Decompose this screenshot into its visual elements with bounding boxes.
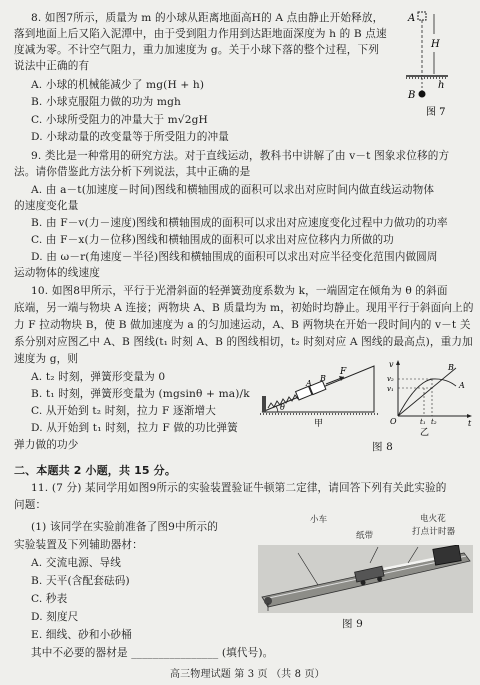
q8-stem-line-3: 度减为零。不计空气阻力，重力加速度为 g。关于小球下落的整个过程，下列 [14, 44, 379, 56]
q10-stem-line-4: 系分别对应图乙中 A、B 图线(t₁ 时刻 A、B 的图线相切，t₂ 时刻对应 A 图线的最高点)，重力加 [14, 336, 473, 348]
label-v1: v₁ [387, 385, 394, 393]
curve-a [398, 379, 456, 416]
q9-option-d-line-2: 运动物体的线速度 [14, 267, 100, 279]
q11-option-d: D. 刻度尺 [31, 611, 79, 623]
incline-wall [262, 396, 266, 412]
figure-8-caption: 图 8 [372, 441, 393, 453]
figure-7 [400, 8, 475, 120]
label-v: v [389, 360, 394, 369]
fig7-label-h-small: h [438, 80, 445, 91]
theta-arc [276, 406, 278, 412]
q9-stem-line-2: 法。请你借鉴此方法分析下列说法，其中正确的是 [14, 166, 251, 178]
label-t2: t₂ [431, 418, 437, 426]
label-t1: t₁ [420, 418, 426, 426]
q10-option-a: A. t₂ 时刻，弹簧形变量为 0 [31, 371, 166, 383]
q8-option-a: A. 小球的机械能减少了 mg(H + h) [31, 79, 205, 91]
q11-option-e: E. 细线、砂和小砂桶 [31, 629, 132, 641]
figure-9-photo [258, 545, 473, 613]
q11-option-b: B. 天平(含配套砝码) [31, 575, 130, 587]
label-t: t [468, 419, 472, 428]
q9-option-b: B. 由 F－v(力－速度)图线和横轴围成的面积可以求出对应速度变化过程中力做功的功率 [31, 217, 448, 229]
q8-option-d: D. 小球动量的改变量等于所受阻力的冲量 [31, 131, 229, 143]
q11-stem-line-2: 问题： [14, 499, 47, 511]
q11-fill-blank: 其中不必要的器材是 ________________ (填代号)。 [31, 647, 274, 659]
fig7-label-h-big: H [431, 39, 440, 50]
fig7-caption: 图 7 [426, 107, 446, 118]
fig9-label-timer-2: 打点计时器 [412, 527, 456, 537]
block-a [296, 386, 312, 400]
q11-sub1-line-1: (1) 该同学在实验前准备了图9中所示的 [31, 521, 219, 533]
q8-stem-line-4: 说法中正确的有 [14, 60, 90, 72]
figure-8-vt-graph [386, 358, 476, 438]
fig9-label-cart: 小车 [310, 515, 328, 525]
q9-option-d-line-1: D. 由 ω－r(角速度－半径)图线和横轴围成的面积可以求出对应半径变化范围内做圆周 [31, 251, 438, 263]
label-b-graph: B [448, 363, 454, 372]
line-b [398, 368, 456, 416]
fig9-label-tape: 纸带 [356, 531, 374, 541]
q10-option-b: B. t₁ 时刻，弹簧形变量为 (mgsinθ + ma)/k [31, 388, 250, 400]
q8-option-c: C. 小球所受阻力的冲量大于 m√2gH [31, 114, 208, 126]
q9-option-a-line-1: A. 由 a－t(加速度－时间)图线和横轴围成的面积可以求出对应时间内做直线运动物体 [31, 184, 435, 196]
q9-option-a-line-2: 的速度变化量 [14, 200, 79, 212]
fig7-label-a: A [408, 13, 416, 24]
q10-stem-line-2: 底端，另一端与物块 A 连接；两物块 A、B 质量均为 m，初始时均静止。现用平行于斜面向上的 [14, 302, 474, 314]
label-o: O [390, 417, 397, 426]
section-2-heading: 二、本题共 2 小题，共 15 分。 [14, 464, 176, 477]
q11-option-a: A. 交流电源、导线 [31, 557, 122, 569]
label-b-incline: B [320, 374, 326, 383]
label-a-incline: A [306, 379, 312, 388]
q8-stem-line-2: 落到地面上后又陷入泥潭中，由于受到阻力作用到达距地面深度为 h 的 B 点速 [14, 28, 387, 40]
q9-stem-line-1: 9. 类比是一种常用的研究方法。对于直线运动，教科书中讲解了由 v－t 图象求位移的方 [31, 150, 450, 162]
q9-option-c: C. 由 F－x(力－位移)图线和横轴围成的面积可以求出对应位移内力所做的功 [31, 234, 394, 246]
q11-option-c: C. 秒表 [31, 593, 68, 605]
q10-stem-line-3: 力 F 拉动物块 B，使 B 做加速度为 a 的匀加速运动，A、B 两物块在开始一段时间内的 v－t 关 [14, 319, 471, 331]
fig9-label-timer-1: 电火花 [420, 514, 446, 524]
q10-option-d-line-2: 弹力做的功少 [14, 439, 79, 451]
label-a-graph: A [459, 381, 465, 390]
q10-stem-line-1: 10. 如图8甲所示，平行于光滑斜面的轻弹簧劲度系数为 k，一端固定在倾角为 θ 的斜面 [31, 285, 448, 297]
q11-stem-line-1: 11. (7 分) 某同学用如图9所示的实验装置验证牛顿第二定律，请回答下列有关此实验的 [31, 482, 447, 494]
ball-a [418, 12, 426, 20]
axis-v-arrow [396, 360, 400, 365]
q8-option-b: B. 小球克服阻力做的功为 mgh [31, 96, 182, 108]
fig7-label-b: B [408, 90, 416, 101]
axis-t-arrow [467, 414, 472, 418]
ball-b [419, 91, 426, 98]
q10-option-c: C. 从开始到 t₂ 时刻，拉力 F 逐渐增大 [31, 405, 216, 417]
q8-stem-line-1: 8. 如图7所示，质量为 m 的小球从距离地面高H的 A 点由静止开始释放， [31, 12, 384, 24]
page-footer: 高三物理试题 第 3 页 （共 8 页） [170, 669, 325, 680]
figure-9-caption: 图 9 [342, 618, 363, 630]
label-f: F [340, 367, 347, 377]
q11-sub1-line-2: 实验装置及下列辅助器材： [14, 539, 143, 551]
q10-option-d-line-1: D. 从开始到 t₁ 时刻，拉力 F 做的功比弹簧 [31, 422, 238, 434]
q10-stem-line-5: 速度为 g，则 [14, 353, 79, 365]
label-theta: θ [280, 403, 285, 412]
label-v2: v₂ [387, 375, 394, 383]
label-yi: 乙 [420, 428, 430, 438]
figure-8-incline [256, 362, 386, 428]
label-jia: 甲 [314, 419, 324, 428]
